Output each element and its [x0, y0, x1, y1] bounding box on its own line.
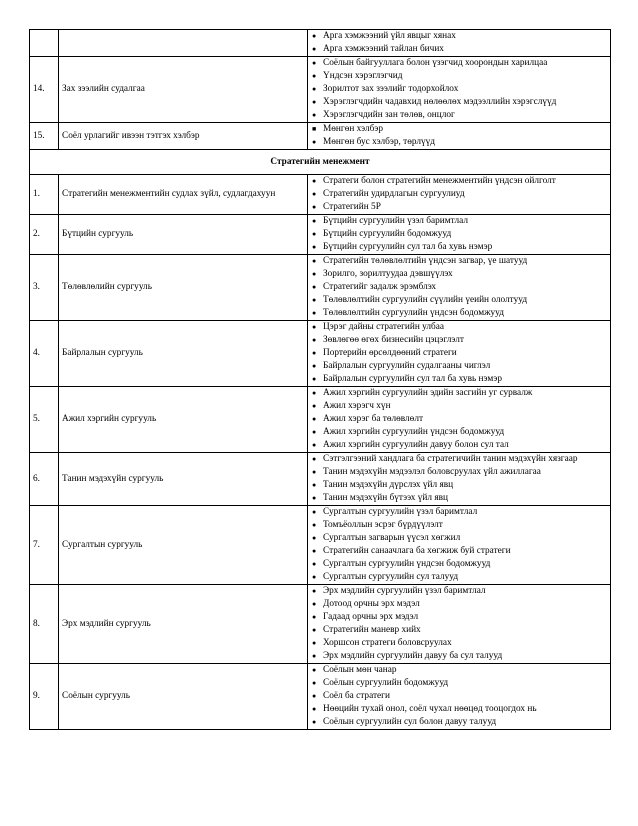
- list-item: ● Портерийн өрсөлдөөний стратеги: [311, 347, 607, 360]
- topic-items: [308, 387, 611, 453]
- topic-items: [308, 123, 611, 150]
- list-item: ● Ажил хэргийн сургуулийн үндсэн бодомжууд: [311, 426, 607, 439]
- list-item: ● Байрлалын сургуулийн судалгааны чиглэл: [311, 360, 607, 373]
- list-item: ● Сэтгэлгээний хандлага ба стратегичийн танин мэдэхүйн хязгаар: [311, 453, 607, 466]
- list-item: ● Бүтцийн сургуулийн бодомжууд: [311, 228, 607, 241]
- list-item: ● Үндсэн хэрэглэгчид: [311, 70, 607, 83]
- row-number: 6.: [30, 453, 59, 506]
- list-item: ● Ажил хэргийн сургуулийн давуу болон сул тал: [311, 439, 607, 452]
- table-row: [30, 585, 611, 664]
- topic-items: [308, 255, 611, 321]
- list-item: ● Төлөвлөлтийн сургуулийн сүүлийн үеийн ололтууд: [311, 294, 607, 307]
- topic-name: Ажил хэргийн сургууль: [59, 387, 308, 453]
- topic-name: Танин мэдэхүйн сургууль: [59, 453, 308, 506]
- list-item: ■ Мөнгөн хэлбэр: [311, 123, 607, 136]
- table-row: [30, 123, 611, 150]
- row-number: 14.: [30, 57, 59, 123]
- topic-items: [308, 321, 611, 387]
- list-item: ● Сургалтын сургуулийн сул талууд: [311, 571, 607, 584]
- row-number: [30, 30, 59, 57]
- list-item: ● Арга хэмжээний тайлан бичих: [311, 43, 607, 56]
- list-item: ● Бүтцийн сургуулийн үзэл баримтлал: [311, 215, 607, 228]
- list-item: ● Цэрэг дайны стратегийн улбаа: [311, 321, 607, 334]
- row-number: 4.: [30, 321, 59, 387]
- list-item: ● Сургалтын загварын үүсэл хөгжил: [311, 532, 607, 545]
- list-item: ● Танин мэдэхүйн бүтээх үйл явц: [311, 492, 607, 505]
- table-row: [30, 664, 611, 730]
- list-item: ● Танин мэдэхүйн дүрслэх үйл явц: [311, 479, 607, 492]
- curriculum-table: [29, 29, 611, 730]
- list-item: ● Соёлын сургуулийн сул болон давуу талууд: [311, 716, 607, 729]
- row-number: 15.: [30, 123, 59, 150]
- list-item: ● Стратегийн 5P: [311, 201, 607, 214]
- list-item: ● Эрх мэдлийн сургуулийн үзэл баримтлал: [311, 585, 607, 598]
- table-row: [30, 255, 611, 321]
- topic-name: Стратегийн менежментийн судлах зүйл, судлагдахуун: [59, 175, 308, 215]
- list-item: ● Төлөвлөлтийн сургуулийн үндсэн бодомжууд: [311, 307, 607, 320]
- row-number: 5.: [30, 387, 59, 453]
- row-number: 3.: [30, 255, 59, 321]
- list-item: ● Бүтцийн сургуулийн сул тал ба хувь нэмэр: [311, 241, 607, 254]
- list-item: ● Сургалтын сургуулийн үндсэн бодомжууд: [311, 558, 607, 571]
- topic-name: Эрх мэдлийн сургууль: [59, 585, 308, 664]
- list-item: ● Стратеги болон стратегийн менежментийн үндсэн ойлголт: [311, 175, 607, 188]
- row-number: 2.: [30, 215, 59, 255]
- table-row: [30, 30, 611, 57]
- list-item: ● Хэрэглэгчдийн чадавхид нөлөөлөх мэдээллийн хэрэгслүүд: [311, 96, 607, 109]
- list-item: ● Хэрэглэгчдийн зан төлөв, онцлог: [311, 109, 607, 122]
- topic-name: Төлөвлөлийн сургууль: [59, 255, 308, 321]
- list-item: ● Дотоод орчны эрх мэдэл: [311, 598, 607, 611]
- table-row: [30, 175, 611, 215]
- table-row: [30, 453, 611, 506]
- list-item: ● Хоршсон стратеги боловсруулах: [311, 637, 607, 650]
- topic-name: Зах зээлийн судалгаа: [59, 57, 308, 123]
- topic-items: [308, 664, 611, 730]
- topic-name: Байрлалын сургууль: [59, 321, 308, 387]
- section-title: Стратегийн менежмент: [30, 150, 611, 175]
- list-item: ● Зөвлөгөө өгөх бизнесийн цэцэглэлт: [311, 334, 607, 347]
- list-item: ● Танин мэдэхүйн мэдээлэл боловсруулах үйл ажиллагаа: [311, 466, 607, 479]
- topic-name: Бүтцийн сургууль: [59, 215, 308, 255]
- list-item: ● Соёлын байгууллага болон үзэгчид хоорондын харилцаа: [311, 57, 607, 70]
- list-item: ● Ажил хэрэг ба төлөвлөлт: [311, 413, 607, 426]
- section-header-row: [30, 150, 611, 175]
- list-item: ● Ажил хэрэгч хүн: [311, 400, 607, 413]
- list-item: ● Байрлалын сургуулийн сул тал ба хувь нэмэр: [311, 373, 607, 386]
- list-item: ● Эрх мэдлийн сургуулийн давуу ба сул талууд: [311, 650, 607, 663]
- topic-name: Соёл урлагийг ивээн тэтгэх хэлбэр: [59, 123, 308, 150]
- list-item: ● Гадаад орчны эрх мэдэл: [311, 611, 607, 624]
- table-row: [30, 57, 611, 123]
- topic-items: [308, 215, 611, 255]
- list-item: ● Нөөцийн тухай онол, соёл чухал нөөцөд тооцогдох нь: [311, 703, 607, 716]
- list-item: ● Стратегийг задалж эрэмблэх: [311, 281, 607, 294]
- table-row: [30, 506, 611, 585]
- list-item: ● Ажил хэргийн сургуулийн эдийн засгийн уг сурвалж: [311, 387, 607, 400]
- topic-items: [308, 30, 611, 57]
- list-item: ● Стратегийн төлөвлөлтийн үндсэн загвар, үе шатууд: [311, 255, 607, 268]
- topic-items: [308, 57, 611, 123]
- list-item: ● Мөнгөн бус хэлбэр, төрлүүд: [311, 136, 607, 149]
- topic-name: [59, 30, 308, 57]
- row-number: 1.: [30, 175, 59, 215]
- topic-items: [308, 453, 611, 506]
- list-item: ● Стратегийн санаачлага ба хөгжиж буй стратеги: [311, 545, 607, 558]
- list-item: ● Соёлын сургуулийн бодомжууд: [311, 677, 607, 690]
- table-row: [30, 321, 611, 387]
- list-item: ● Стратегийн маневр хийх: [311, 624, 607, 637]
- list-item: ● Арга хэмжээний үйл явцыг хянах: [311, 30, 607, 43]
- topic-items: [308, 585, 611, 664]
- list-item: ● Зорилтот зах зээлийг тодорхойлох: [311, 83, 607, 96]
- list-item: ● Соёлын мөн чанар: [311, 664, 607, 677]
- topic-items: [308, 506, 611, 585]
- row-number: 7.: [30, 506, 59, 585]
- topic-name: Сургалтын сургууль: [59, 506, 308, 585]
- table-row: [30, 215, 611, 255]
- list-item: ● Стратегийн удирдлагын сургуулиуд: [311, 188, 607, 201]
- list-item: ● Сургалтын сургуулийн үзэл баримтлал: [311, 506, 607, 519]
- list-item: ● Соёл ба стратеги: [311, 690, 607, 703]
- list-item: ● Зорилго, зорилтуудаа дэвшүүлэх: [311, 268, 607, 281]
- list-item: ● Томъёоллын эсрэг бүрдүүлэлт: [311, 519, 607, 532]
- topic-name: Соёлын сургууль: [59, 664, 308, 730]
- row-number: 9.: [30, 664, 59, 730]
- topic-items: [308, 175, 611, 215]
- row-number: 8.: [30, 585, 59, 664]
- table-row: [30, 387, 611, 453]
